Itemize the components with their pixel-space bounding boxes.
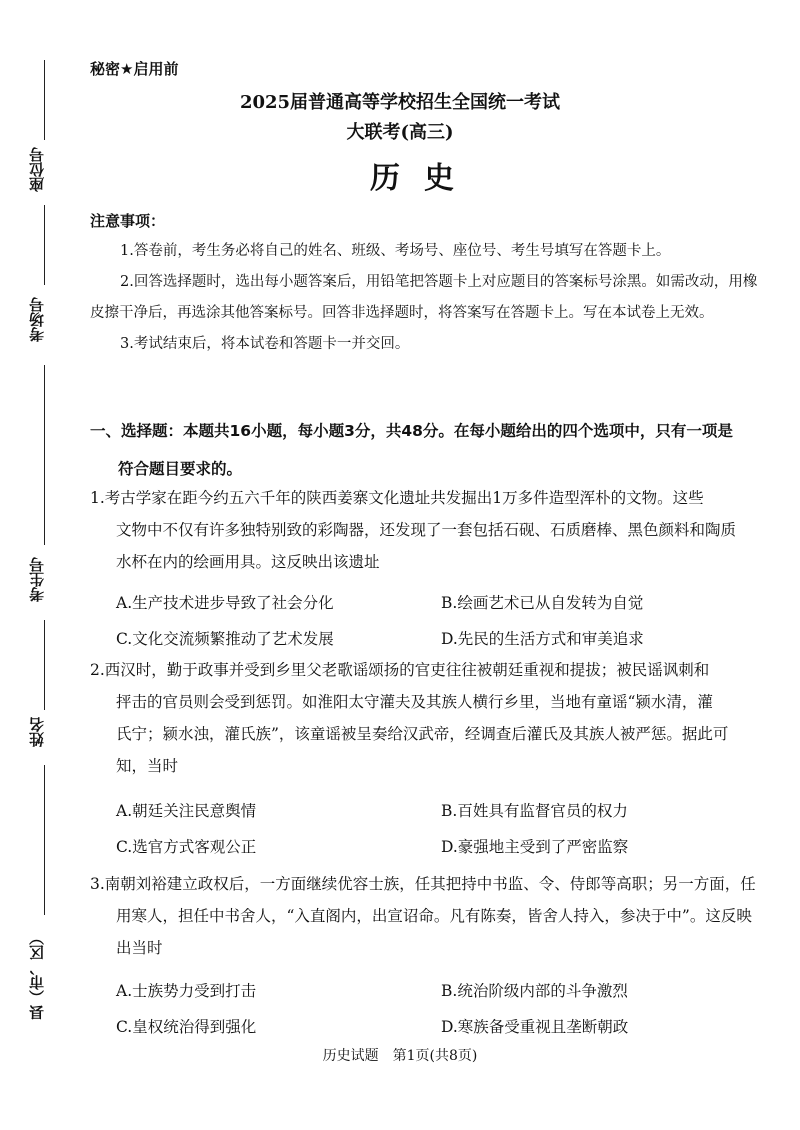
question-1-line: 水杯在内的绘画用具。这反映出该遗址 — [116, 553, 380, 571]
option-b: B.百姓具有监督官员的权力 — [441, 802, 628, 820]
county-label: 县（市、区） — [28, 930, 46, 1020]
option-a: A.生产技术进步导致了社会分化 — [116, 594, 334, 612]
section-heading — [90, 412, 770, 488]
question-2 — [90, 654, 770, 782]
question-1 — [90, 482, 770, 578]
question-3-options — [116, 972, 766, 1044]
exam-title: 2025届普通高等学校招生全国统一考试 — [239, 92, 561, 113]
question-3-line: 出当时 — [116, 939, 163, 957]
question-1-options — [116, 584, 766, 656]
candidate-number-label: 考生号 — [28, 557, 46, 603]
notice-item: 2.回答选择题时，选出每小题答案后，用铅笔把答题卡上对应题目的答案标号涂黑。如需改动，用橡皮擦干净后，再选涂其他答案标号。回答非选择题时，将答案写在答题卡上。写在本试卷上无效。 — [90, 274, 758, 321]
option-b: B.统治阶级内部的斗争激烈 — [441, 982, 628, 1000]
question-2-options — [116, 792, 766, 864]
question-2-line: 2.西汉时，勤于政事并受到乡里父老歌谣颂扬的官吏往往被朝廷重视和提拔；被民谣讽刺和 — [90, 661, 710, 679]
option-c: C.皇权统治得到强化 — [116, 1018, 257, 1036]
question-3-line: 3.南朝刘裕建立政权后，一方面继续优容士族，任其把持中书监、令、侍郎等高职；另一方面，任 — [90, 875, 756, 893]
option-c: C.文化交流频繁推动了艺术发展 — [116, 630, 334, 648]
notice-item: 3.考试结束后，将本试卷和答题卡一并交回。 — [120, 336, 410, 352]
subject-title: 历史 — [370, 161, 478, 196]
question-1-line: 文物中不仅有许多独特别致的彩陶器，还发现了一套包括石砚、石质磨棒、黑色颜料和陶质 — [116, 521, 737, 539]
option-d: D.豪强地主受到了严密监察 — [441, 838, 629, 856]
option-a: A.士族势力受到打击 — [116, 982, 257, 1000]
exam-room-label: 考场号 — [28, 297, 46, 343]
seat-number-line — [44, 205, 45, 285]
candidate-number-line — [44, 620, 45, 710]
option-a: A.朝廷关注民意舆情 — [116, 802, 257, 820]
exam-room-line — [44, 365, 45, 545]
section-heading-line1: 一、选择题：本题共16小题，每小题3分，共48分。在每小题给出的四个选项中，只有一项是 — [90, 422, 733, 440]
section-heading-line2: 符合题目要求的。 — [118, 460, 243, 478]
question-2-line: 知，当时 — [116, 757, 179, 775]
option-d: D.寒族备受重视且垄断朝政 — [441, 1018, 629, 1036]
notice-item: 1.答卷前，考生务必将自己的姓名、班级、考场号、座位号、考生号填写在答题卡上。 — [120, 243, 671, 259]
notice-list — [90, 236, 770, 360]
name-line — [44, 765, 45, 915]
question-2-line: 抨击的官员则会受到惩罚。如淮阳太守灌夫及其族人横行乡里，当地有童谣“颍水清，灌 — [116, 693, 713, 711]
exam-subtitle: 大联考(高三) — [346, 122, 454, 143]
question-3-line: 用寒人，担任中书舍人，“入直阁内，出宣诏命。凡有陈奏，皆舍人持入，参决于中”。这反映 — [116, 907, 752, 925]
question-2-line: 氏宁；颍水浊，灌氏族”，该童谣被呈奏给汉武帝，经调查后灌氏及其族人被严惩。据此可 — [116, 725, 729, 743]
page-footer: 历史试题 第1页(共8页) — [322, 1048, 478, 1064]
confidential-mark: 秘密★启用前 — [90, 60, 179, 78]
question-3 — [90, 868, 770, 964]
option-b: B.绘画艺术已从自发转为自觉 — [441, 594, 644, 612]
name-label: 姓名 — [28, 717, 46, 747]
notice-heading: 注意事项： — [90, 212, 166, 230]
seat-number-label: 座位号 — [28, 147, 46, 193]
option-c: C.选官方式客观公正 — [116, 838, 257, 856]
question-1-line: 1.考古学家在距今约五六千年的陕西姜寨文化遗址共发掘出1万多件造型浑朴的文物。这些 — [90, 489, 704, 507]
option-d: D.先民的生活方式和审美追求 — [441, 630, 644, 648]
